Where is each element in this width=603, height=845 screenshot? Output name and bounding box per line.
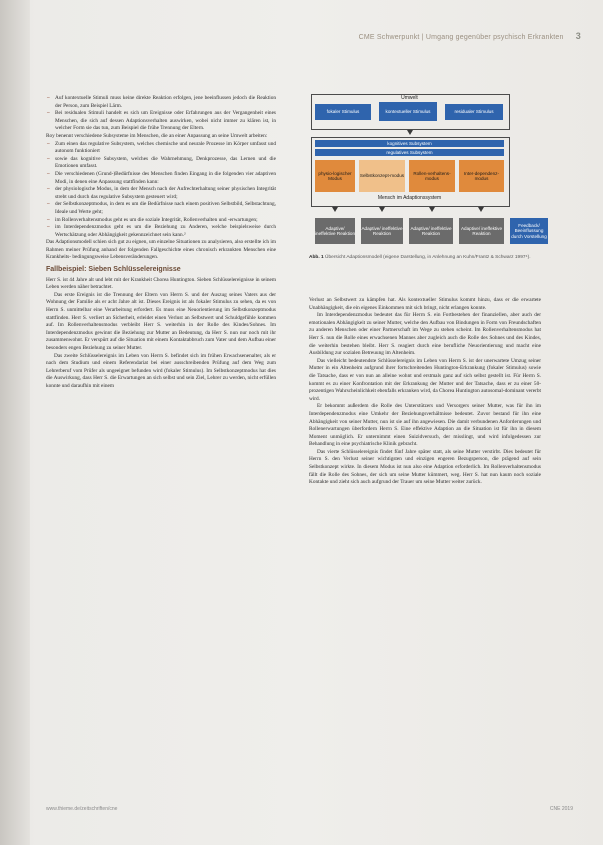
- figure-caption: [309, 255, 544, 261]
- feedback-box: Feedback/ Beeinflussung durch Vorstellung: [510, 218, 548, 244]
- running-title: CME Schwerpunkt | Umgang gegenüber psychisch Erkrankten: [358, 34, 564, 41]
- left-column: [46, 95, 276, 391]
- subsystems-list: [46, 141, 276, 240]
- list-item: – der Selbstkonzeptmodus, in dem es um die Bedürfnisse nach einem positiven Selbstbild, Selbstachtung, Ideale und Werte geht;: [46, 201, 276, 216]
- subsystem-bar: kognitives Subsystem: [315, 140, 504, 147]
- stimulus-box: residualer Stimulus: [445, 104, 503, 120]
- mode-box: Rollen-verhaltens-modus: [409, 160, 455, 192]
- paragraph: Das erste Ereignis ist die Trennung der Eltern von Herrn S. und der Auszug seines Vaters aus der Wohnung der Familie als er acht Jahre alt ist. Dieses Ereignis ist als fokaler Stimulus zu sehen, da es von Herrn S. unmittelbar eine Verarbeitung erfordert. Es muss eine Neuorientierung im Selbstkonzeptmodus stattfinden. Herr S. verliert an Sicherheit, erleidet einen Verlust an Selbstwert und Schuldgefühle kommen auf. Im Rollenverhaltensmodus verbleibt Herr S. weiterhin in der Rolle des Kindes/Sohnes. Im Interdependenzmodus gewinnt die Beziehung zur Mutter an Bedeutung, da Herr S. nun nur noch mit ihr zusammenwohnt. Er verspürt auf die Situation mit einem Kontaktabbruch zum Vater und dem Aufbau einer besonders engen Beziehung zu seiner Mutter.: [46, 291, 276, 351]
- paragraph: Er bekommt außerdem die Rolle des Unterstützers und Versorgers seiner Mutter, was für ihn im Interdependenzmodus eine Umkehr der Beziehungsverhältnisse bedeutet. Zuvor bestand für ihn eine Abhängigkeit von seiner Mutter, nun ist sie auf ihn angewiesen. Die damit verbundenen Anforderungen und Rollenerwartungen überfordern Herrn S. Eine effektive Adaption an die Situation ist für ihn in diesem Moment unmöglich. Er unternimmt einen Suizidversuch, der misslingt, und wird infolgedessen zur Behandlung in eine psychiatrische Klinik gebracht.: [309, 403, 541, 448]
- section-title: Fallbeispiel: Sieben Schlüsselereignisse: [46, 266, 181, 274]
- outcome-box: Adaptive/ ineffektive Reaktion: [459, 218, 504, 244]
- list-item: – Bei residualen Stimuli handelt es sich um Ereignisse oder Erfahrungen aus der Vergangenheit eines Menschen, die sich auf dessen Adaptionsverhalten auswirken, wobei nicht immer zu klären ist, in welcher Form sie das tun, zum Beispiel die frühe Trennung der Eltern.: [46, 110, 276, 133]
- list-item: – der physiologische Modus, in dem der Mensch nach der Aufrechterhaltung seiner physischen Integrität strebt und durch das regulative Subsystem gesteuert wird;: [46, 186, 276, 201]
- right-column: [309, 297, 541, 487]
- paragraph: Das vierte Schlüsselereignis findet fünf Jahre später statt, als seine Mutter verstirbt. Dies bedeutet für Herrn S. den Verlust seiner wichtigsten und einzigen engeren Bezugsperson, die prägend auf sein Selbstkonzept wirkte. In diesem Modus ist nun also eine Adaption erforderlich. Im Rollenverhaltensmodus fällt die Rolle des Sohnes, der sich um seine Mutter kümmert, weg. Herr S. hat nun kaum noch soziale Kontakte und zieht sich auch aufgrund der Trauer um seine Mutter weiter zurück.: [309, 448, 541, 486]
- arrow-down-icon: [332, 207, 338, 212]
- paragraph: Das vielleicht bedeutendste Schlüsselereignis im Leben von Herrn S. ist der unerwartete Umzug seiner Mutter in ein Altenheim aufgrund ihrer fortschreitenden Huntington-Erkrankung (fokaler Stimulus) sowie die Tatsache, dass er von nun an alleine wohnt und erstmals ganz auf sich selbst gestellt ist. Für Herrn S. kommt es zu einer Konfrontation mit der Erkrankung der Mutter und der Tatsache, dass er zu einer 50-prozentigen Wahrscheinlichkeit ebenfalls erkranken wird, da Chorea Huntington autosomal-dominant vererbt wird.: [309, 357, 541, 402]
- arrow-down-icon: [478, 207, 484, 212]
- arrow-down-icon: [407, 130, 413, 135]
- page-fold-shadow: [0, 0, 30, 845]
- paragraph: Im Interdependenzmodus bedeutet das für Herrn S. ein Fortbestehen der finanziellen, aber auch der emotionalen Abhängigkeit zu seiner Mutter, welche den Aufbau von Bindungen in Form von Freundschaften zu anderen Menschen oder einer Partnerschaft im Wege zu stehen scheint. Im Rollenverhaltensmodus hat Herr S. nun die Rolle eines erwachsenen Mannes aber zugleich auch die Rolle des Sohnes und des Kindes, die weiterhin bestehen bleibt. Herr S. reagiert durch eine berufliche Neuorientierung und macht eine Ausbildung zur sozialen Betreuung im Altenheim.: [309, 312, 541, 357]
- footer-left: www.thieme.de/zeitschriften/cne: [46, 806, 118, 812]
- list-item: – sowie das kognitive Subsystem, welches die Wahrnehmung, Denkprozesse, das Lernen und die Emotionen umfasst.: [46, 156, 276, 171]
- caption-label: Abb. 1: [309, 255, 324, 260]
- mode-box: physio-logischer Modus: [315, 160, 355, 192]
- stimulus-box: fokaler Stimulus: [315, 104, 371, 120]
- arrow-down-icon: [379, 207, 385, 212]
- arrow-down-icon: [429, 207, 435, 212]
- running-header: [359, 31, 581, 45]
- adaption-model-diagram: [309, 94, 549, 254]
- paragraph: Roy benennt verschiedene Subsysteme im Menschen, die an einer Anpassung an seine Umwelt arbeiten:: [46, 132, 268, 139]
- stimuli-list: [46, 95, 276, 133]
- list-item: – Zum einen das regulative Subsystem, welches chemische und neurale Prozesse im Körper umfasst und autonom funktioniert: [46, 141, 276, 156]
- subsystem-bar: regulatives Subsystem: [315, 149, 504, 156]
- outcome-box: Adaptive/ ineffektive Reaktion: [409, 218, 453, 244]
- list-item: – im Interdependenzmodus geht es um die Beziehung zu Anderen, welche beispielsweise durch Wertschätzung oder Abhängigkeit gekennzeichnet sein kann.²: [46, 224, 276, 239]
- caption-text: Übersicht Adaptionsmodell (eigene Darstellung, in Anlehnung an Kuhn/Frantz & Schwarz 1997⁴).: [325, 255, 531, 260]
- outcome-box: Adaptive/ ineffektive Reaktion: [315, 218, 355, 244]
- mode-box: Selbstkonzept-modus: [359, 160, 405, 192]
- paragraph: Das Adaptionsmodell schien sich gut zu eignen, um einzelne Situationen zu analysieren, also erstellte ich im Rahmen meiner Prüfung anhand der folgenden Fallgeschichte eines chronisch erkrankten Menschen eine Krankheits- bedingungsweise Lebensveränderungen.: [46, 239, 276, 261]
- list-item: – Auf kontextuelle Stimuli muss keine direkte Reaktion erfolgen, jene beeinflussen jedoch die Reaktion der Person, zum Beispiel Lärm.: [46, 95, 276, 110]
- list-item: – im Rollenverhaltensmodus geht es um die soziale Integrität, Rollenverhalten und -erwartungen;: [46, 217, 276, 225]
- mode-box: Inter-dependenz-modus: [459, 160, 504, 192]
- outcome-box: Adaptive/ ineffektive Reaktion: [361, 218, 403, 244]
- footer-right: CNE 2019: [549, 806, 573, 812]
- paragraph: Verlust an Selbstwert zu kämpfen hat. Als kontextueller Stimulus kommt hinzu, dass er die erwartete Unabhängigkeit, die ein eigenes Einkommen mit sich bringt, nicht erlangen konnte.: [309, 297, 541, 311]
- paragraph: Das zweite Schlüsselereignis im Leben von Herrn S. befindet sich im frühen Erwachsenenalter, als er nach dem Studium und einem Referendariat bei einer ausschreibenden Prüfung auf dem Weg zum Lehrerberuf vom Prüfer als ungeeignet befunden wird (fokaler Stimulus). Im Selbstkonzeptmodus hat dies die Auswirkung, dass Herr S. die Erwartungen an sich selbst und sein Ziel, Lehrer zu werden, nicht erfüllen konnte und daraufhin mit einem: [46, 352, 276, 389]
- page-number: 3: [575, 31, 581, 41]
- stimulus-box: kontextueller Stimulus: [379, 102, 437, 121]
- paragraph: Herr S. ist 44 Jahre alt und lebt mit der Krankheit Chorea Huntington. Sieben Schlüsselereignisse in seinem Leben werden näher betrachtet.: [46, 276, 276, 291]
- human-label: Mensch im Adaptionssystem: [377, 195, 442, 201]
- list-item: – Die verschiedenen (Grund-)Bedürfnisse des Menschen finden Eingang in die folgenden vier adaptiven Modi, in denen eine Anpassung stattfinden kann:: [46, 171, 276, 186]
- environment-label: Umwelt: [401, 95, 418, 101]
